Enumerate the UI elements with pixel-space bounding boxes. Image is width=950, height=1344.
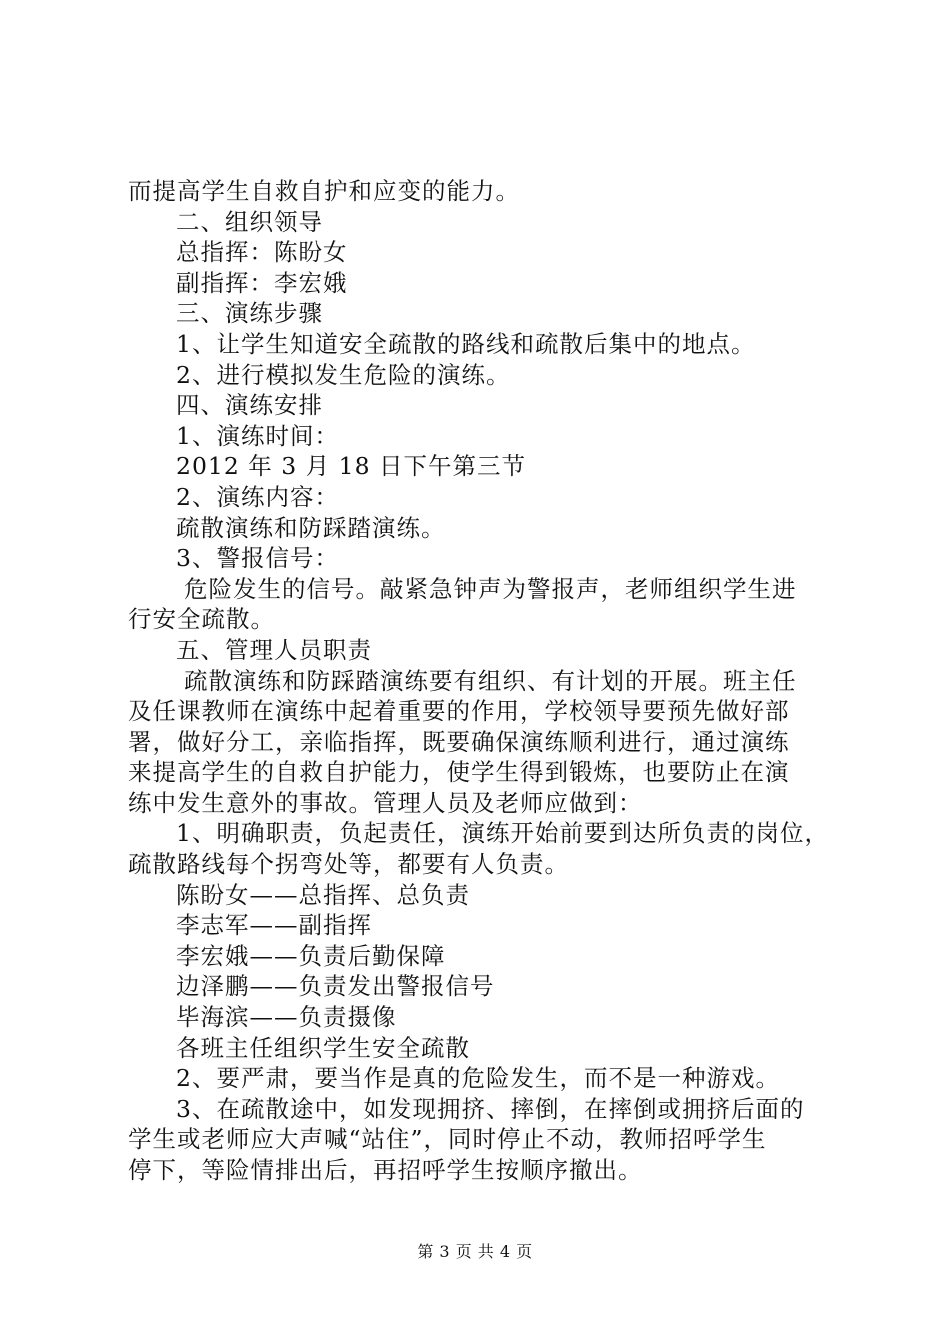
- text-line: 3、在疏散途中，如发现拥挤、摔倒，在摔倒或拥挤后面的: [176, 1094, 805, 1123]
- text-line: 毕海滨——负责摄像: [176, 1003, 397, 1032]
- text-line: 总指挥：陈盼女: [176, 238, 348, 267]
- text-line: 来提高学生的自救自护能力，使学生得到锻炼，也要防止在演: [128, 758, 790, 787]
- text-line: 2012 年 3 月 18 日下午第三节: [176, 452, 527, 481]
- text-line: 3、警报信号：: [176, 544, 339, 573]
- text-line: 1、明确职责，负起责任，演练开始前要到达所负责的岗位，: [176, 819, 829, 848]
- text-line: 副指挥：李宏娥: [176, 268, 348, 297]
- text-line: 疏散演练和防踩踏演练。: [176, 513, 446, 542]
- text-line: 边泽鹏——负责发出警报信号: [176, 972, 495, 1001]
- text-line: 危险发生的信号。敲紧急钟声为警报声，老师组织学生进: [184, 574, 797, 603]
- text-line: 李宏娥——负责后勤保障: [176, 941, 446, 970]
- text-line: 疏散路线每个拐弯处等，都要有人负责。: [128, 850, 569, 879]
- text-line: 三、演练步骤: [176, 299, 323, 328]
- text-line: 2、要严肃，要当作是真的危险发生，而不是一种游戏。: [176, 1064, 780, 1093]
- text-line: 而提高学生自救自护和应变的能力。: [128, 177, 520, 205]
- text-line: 学生或老师应大声喊“站住”，同时停止不动，教师招呼学生: [128, 1125, 767, 1154]
- text-line: 2、演练内容：: [176, 482, 339, 511]
- text-line: 练中发生意外的事故。管理人员及老师应做到：: [128, 788, 643, 817]
- page-footer: 第 3 页 共 4 页: [417, 1242, 533, 1261]
- text-line: 五、管理人员职责: [176, 635, 372, 664]
- text-line: 四、演练安排: [176, 391, 323, 420]
- text-line: 2、进行模拟发生危险的演练。: [176, 360, 511, 389]
- text-line: 二、组织领导: [176, 207, 323, 236]
- text-line: 各班主任组织学生安全疏散: [176, 1033, 470, 1062]
- text-line: 行安全疏散。: [128, 605, 275, 634]
- document-body: [128, 176, 833, 1186]
- text-line: 1、演练时间：: [176, 421, 339, 450]
- text-line: 署，做好分工，亲临指挥，既要确保演练顺利进行，通过演练: [128, 727, 790, 756]
- text-line: 及任课教师在演练中起着重要的作用，学校领导要预先做好部: [128, 697, 790, 726]
- text-line: 疏散演练和防踩踏演练要有组织、有计划的开展。班主任: [184, 666, 797, 695]
- text-line: 1、让学生知道安全疏散的路线和疏散后集中的地点。: [176, 329, 756, 358]
- text-line: 陈盼女——总指挥、总负责: [176, 880, 470, 909]
- text-line: 停下，等险情排出后，再招呼学生按顺序撤出。: [128, 1156, 643, 1184]
- text-line: 李志军——副指挥: [176, 911, 372, 940]
